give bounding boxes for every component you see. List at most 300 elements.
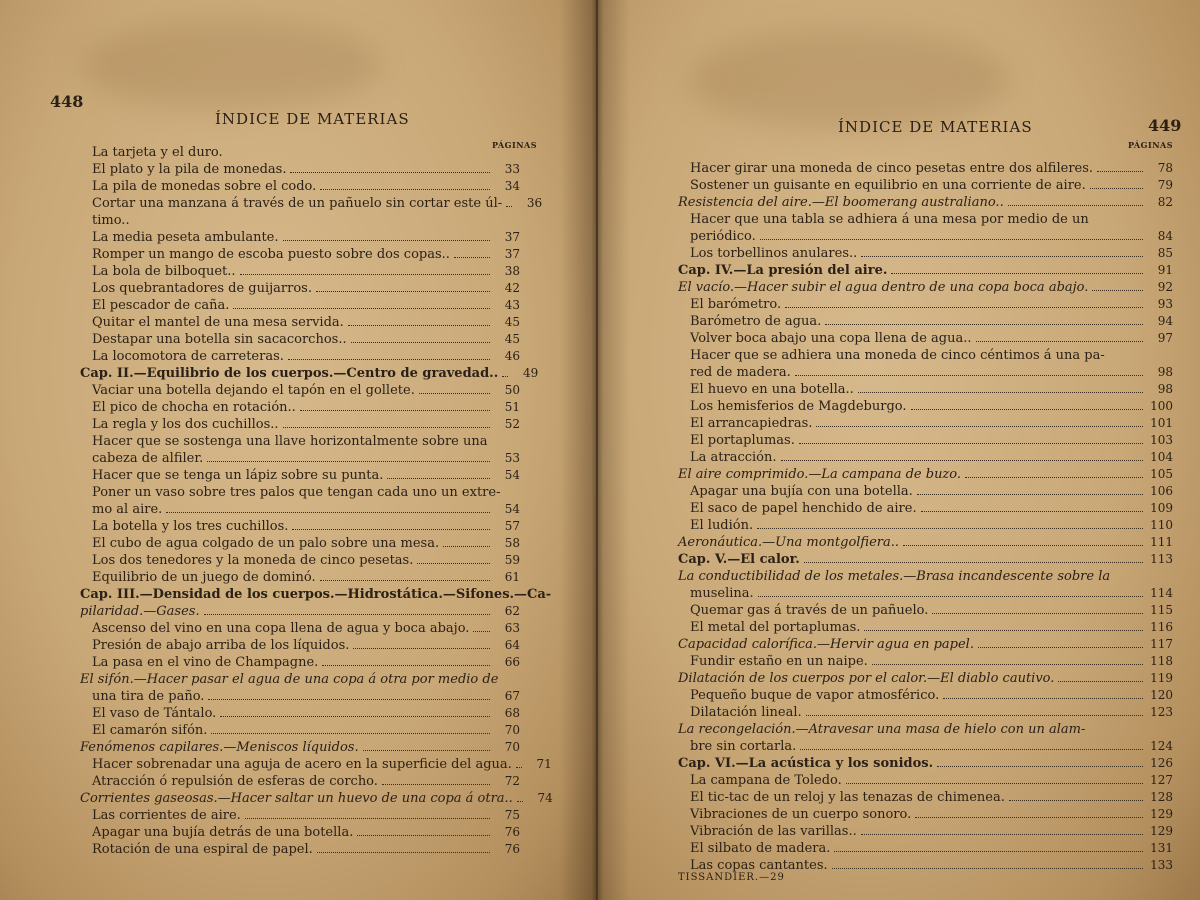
leader-dots [290,171,490,173]
leader-dots [1097,170,1143,172]
index-entry [80,603,520,620]
index-entry [678,619,1173,636]
entry-title: El saco de papel henchido de aire. [690,501,917,516]
leader-dots [861,833,1143,835]
entry-page-number: 129 [1150,807,1173,821]
index-entry [678,585,1173,602]
leader-dots [804,561,1143,563]
entry-title: El huevo en una botella.. [690,382,854,397]
index-entry [678,755,1173,772]
leader-dots [504,495,510,496]
leader-dots [834,850,1143,852]
entry-page-number: 59 [504,553,520,567]
index-entry [80,467,520,484]
index-entry [678,789,1173,806]
leader-dots [825,323,1143,325]
entry-page-number: 131 [1150,841,1173,855]
right-page-number: 449 [1148,116,1182,135]
entry-page-number: 106 [1150,484,1173,498]
right-page [598,0,1200,900]
entry-title: El pescador de caña. [92,298,230,313]
index-entry [678,330,1173,347]
entry-page-number: 120 [1150,688,1173,702]
entry-title: La atracción. [690,450,777,465]
leader-dots [800,748,1143,750]
entry-title: Destapar una botella sin sacacorchos.. [92,332,347,347]
entry-page-number: 61 [504,570,520,584]
entry-title: La tarjeta y el duro. [92,145,223,160]
entry-page-number: 33 [504,162,520,176]
index-entry [678,636,1173,653]
entry-title: El vacío.—Hacer subir el agua dentro de una copa boca abajo. [678,280,1089,295]
entry-title: Hacer sobrenadar una aguja de acero en la superficie del agua. [92,757,512,772]
index-entry [80,144,520,161]
entry-page-number: 116 [1150,620,1173,634]
entry-title: Sostener un guisante en equilibrio en una corriente de aire. [690,178,1086,193]
entry-page-number: 70 [504,740,520,754]
index-entry [678,432,1173,449]
index-entry [678,551,1173,568]
entry-title: El sifón.—Hacer pasar el agua de una copa á otra por medio de [80,672,499,687]
entry-title: periódico. [690,229,756,244]
entry-page-number: 45 [504,332,520,346]
index-entry [80,263,520,280]
index-entry [80,586,552,603]
entry-title: Quemar gas á través de un pañuelo. [690,603,929,618]
index-entry [80,824,520,841]
entry-page-number: 92 [1157,280,1173,294]
entry-title: Los dos tenedores y la moneda de cinco pesetas. [92,553,414,568]
leader-dots [517,800,523,802]
entry-title: Equilibrio de un juego de dominó. [92,570,316,585]
index-entry [678,211,1173,228]
index-entry [678,721,1173,738]
entry-page-number: 98 [1157,382,1173,396]
entry-page-number: 123 [1150,705,1173,719]
leader-dots [872,663,1143,665]
leader-dots [443,545,490,547]
entry-page-number: 36 [526,196,543,210]
leader-dots [785,306,1143,308]
entry-page-number: 109 [1150,501,1173,515]
entry-title: Cap. IV.—La presión del aire. [678,263,888,278]
right-entry-list [678,160,1173,874]
entry-title: Aeronáutica.—Una montgolfiera.. [678,535,900,550]
entry-title: Cortar una manzana á través de un pañuelo sin cortar este úl- [92,196,503,211]
index-entry [80,620,520,637]
entry-page-number: 124 [1150,739,1173,753]
entry-page-number: 37 [504,230,520,244]
entry-title: La pasa en el vino de Champagne. [92,655,319,670]
index-entry [678,772,1173,789]
entry-title: red de madera. [690,365,791,380]
entry-title: La campana de Toledo. [690,773,842,788]
entry-title: Dilatación de los cuerpos por el calor.—El diablo cautivo. [678,671,1055,686]
entry-title: El cubo de agua colgado de un palo sobre una mesa. [92,536,440,551]
entry-page-number: 98 [1157,365,1173,379]
entry-page-number: 104 [1150,450,1173,464]
entry-page-number: 43 [504,298,520,312]
entry-title: El portaplumas. [690,433,795,448]
entry-page-number: 37 [504,247,520,261]
entry-title: timo.. [92,213,130,228]
entry-page-number: 71 [536,757,552,771]
leader-dots [492,444,498,445]
leader-dots [1114,579,1143,580]
index-entry [80,331,520,348]
index-entry [80,552,520,569]
entry-title: La botella y los tres cuchillos. [92,519,289,534]
entry-title: Las copas cantantes. [690,858,828,873]
index-entry [678,823,1173,840]
index-entry [678,483,1173,500]
index-entry [80,399,520,416]
leader-dots [211,732,490,734]
printer-signature: TISSANDIER.—29 [678,872,785,883]
index-entry [80,450,520,467]
entry-page-number: 42 [504,281,520,295]
index-entry [80,246,520,263]
leader-dots [502,375,508,377]
index-entry [80,705,520,722]
entry-page-number: 110 [1150,518,1173,532]
entry-title: Fundir estaño en un naipe. [690,654,868,669]
index-entry [678,228,1173,245]
leader-dots [245,817,490,819]
left-page [0,0,598,900]
index-entry [678,296,1173,313]
entry-title: La regla y los dos cuchillos.. [92,417,279,432]
index-entry [80,178,520,195]
index-entry [678,704,1173,721]
leader-dots [417,562,490,564]
entry-title: Los torbellinos anulares.. [690,246,858,261]
leader-dots [233,307,490,309]
entry-title: El aire comprimido.—La campana de buzo. [678,467,962,482]
leader-dots [316,290,490,292]
leader-dots [502,682,508,683]
leader-dots [283,426,490,428]
leader-dots [1008,204,1143,206]
right-page-header: ÍNDICE DE MATERIAS [838,118,1033,136]
index-entry [678,653,1173,670]
leader-dots [1109,358,1143,359]
leader-dots [473,630,490,632]
leader-dots [1090,187,1143,189]
entry-title: Apagar una bujía con una botella. [690,484,913,499]
leader-dots [288,358,490,360]
index-entry [80,569,520,586]
left-page-number: 448 [50,92,84,111]
entry-title: El plato y la pila de monedas. [92,162,287,177]
entry-page-number: 62 [504,604,520,618]
index-entry [678,670,1173,687]
index-entry [80,297,520,314]
index-entry [678,177,1173,194]
index-entry [80,280,520,297]
leader-dots [348,324,490,326]
leader-dots [921,510,1143,512]
index-entry [678,279,1173,296]
entry-page-number: 84 [1157,229,1173,243]
entry-page-number: 97 [1157,331,1173,345]
entry-page-number: 76 [504,825,520,839]
index-entry [80,637,520,654]
entry-title: La pila de monedas sobre el codo. [92,179,317,194]
leader-dots [240,273,490,275]
entry-title: Volver boca abajo una copa llena de agua.. [690,331,972,346]
leader-dots [781,459,1143,461]
entry-title: Ascenso del vino en una copa llena de agua y boca abajo. [92,621,470,636]
entry-page-number: 51 [504,400,520,414]
index-entry [80,433,520,450]
entry-page-number: 50 [504,383,520,397]
index-entry [678,568,1173,585]
entry-title: Pequeño buque de vapor atmosférico. [690,688,940,703]
entry-title: Corrientes gaseosas.—Hacer saltar un huevo de una copa á otra.. [80,791,513,806]
left-page-header: ÍNDICE DE MATERIAS [215,110,410,128]
index-entry [678,364,1173,381]
leader-dots [208,698,490,700]
entry-title: Poner un vaso sobre tres palos que tengan cada uno un extre- [92,485,501,500]
entry-title: El barómetro. [690,297,782,312]
leader-dots [978,646,1143,648]
index-entry [678,415,1173,432]
leader-dots [320,579,490,581]
entry-title: Hacer que se tenga un lápiz sobre su punta. [92,468,384,483]
leader-dots [1092,289,1143,291]
entry-title: Presión de abajo arriba de los líquidos. [92,638,350,653]
entry-title: Barómetro de agua. [690,314,822,329]
entry-page-number: 129 [1150,824,1173,838]
entry-page-number: 66 [504,655,520,669]
entry-title: pilaridad.—Gases. [80,604,200,619]
index-entry [678,381,1173,398]
leader-dots [322,664,490,666]
index-entry [80,688,520,705]
leader-dots [454,256,490,258]
entry-page-number: 117 [1150,637,1173,651]
leader-dots [1009,799,1143,801]
index-entry [80,790,553,807]
entry-title: Rotación de una espiral de papel. [92,842,313,857]
leader-dots [166,511,490,513]
index-entry [678,466,1173,483]
entry-title: Apagar una bujía detrás de una botella. [92,825,354,840]
entry-page-number: 85 [1157,246,1173,260]
entry-title: El tic-tac de un reloj y las tenazas de chimenea. [690,790,1005,805]
entry-title: La media peseta ambulante. [92,230,279,245]
entry-page-number: 119 [1150,671,1173,685]
entry-page-number: 74 [537,791,553,805]
entry-page-number: 126 [1150,756,1173,770]
leader-dots [757,527,1143,529]
entry-title: El metal del portaplumas. [690,620,861,635]
entry-title: Cap. V.—El calor. [678,552,800,567]
entry-page-number: 111 [1150,535,1173,549]
leader-dots [555,597,561,598]
entry-page-number: 57 [504,519,520,533]
index-entry [80,382,520,399]
index-entry [80,518,520,535]
entry-page-number: 75 [504,808,520,822]
leader-dots [207,460,490,462]
leader-dots [932,612,1143,614]
entry-page-number: 128 [1150,790,1173,804]
index-entry [678,347,1173,364]
index-entry [80,501,520,518]
leader-dots [965,476,1143,478]
index-entry [678,500,1173,517]
entry-title: El camarón sifón. [92,723,208,738]
leader-dots [506,205,512,207]
entry-page-number: 76 [504,842,520,856]
entry-page-number: 46 [504,349,520,363]
entry-page-number: 114 [1150,586,1173,600]
index-entry [80,195,543,212]
leader-dots [760,238,1143,240]
index-entry [678,602,1173,619]
entry-title: muselina. [690,586,754,601]
leader-dots [357,834,490,836]
index-entry [678,313,1173,330]
entry-page-number: 113 [1150,552,1173,566]
entry-title: Atracción ó repulsión de esferas de corcho. [92,774,378,789]
leader-dots [858,391,1143,393]
entry-title: Cap. VI.—La acústica y los sonidos. [678,756,934,771]
leader-dots [320,188,490,190]
entry-title: El arrancapiedras. [690,416,813,431]
entry-page-number: 91 [1157,263,1173,277]
index-entry [678,687,1173,704]
leader-dots [903,544,1143,546]
entry-title: Cap. III.—Densidad de los cuerpos.—Hidrostática.—Sifones.—Ca- [80,587,552,602]
entry-page-number: 54 [504,502,520,516]
index-entry [678,738,1173,755]
entry-title: Vibración de las varillas.. [690,824,857,839]
entry-page-number: 52 [504,417,520,431]
index-entry [678,806,1173,823]
index-entry [80,229,520,246]
index-entry [80,654,520,671]
index-entry [678,449,1173,466]
entry-page-number: 70 [504,723,520,737]
leader-dots [846,782,1143,784]
entry-title: mo al aire. [92,502,163,517]
entry-title: La locomotora de carreteras. [92,349,284,364]
entry-page-number: 72 [504,774,520,788]
entry-page-number: 53 [504,451,520,465]
index-entry [80,314,520,331]
leader-dots [317,851,490,853]
entry-title: Dilatación lineal. [690,705,802,720]
leader-dots [799,442,1143,444]
leader-dots [134,223,490,224]
entry-page-number: 93 [1157,297,1173,311]
leader-dots [204,613,490,615]
leader-dots [387,477,490,479]
leader-dots [832,867,1143,869]
index-entry [80,773,520,790]
paper-stain [688,30,1008,130]
leader-dots [915,816,1143,818]
entry-title: Hacer que se sostenga una llave horizontalmente sobre una [92,434,488,449]
entry-title: Hacer que se adhiera una moneda de cinco céntimos á una pa- [690,348,1105,363]
entry-title: La recongelación.—Atravesar una masa de hielo con un alam- [678,722,1086,737]
index-entry [678,398,1173,415]
entry-title: El ludión. [690,518,754,533]
leader-dots [516,766,522,768]
index-entry [80,365,539,382]
index-entry [80,212,520,229]
entry-page-number: 94 [1157,314,1173,328]
entry-title: Cap. II.—Equilibrio de los cuerpos.—Centro de gravedad.. [80,366,499,381]
leader-dots [1089,732,1143,733]
entry-page-number: 127 [1150,773,1173,787]
entry-title: El pico de chocha en rotación.. [92,400,296,415]
entry-page-number: 38 [504,264,520,278]
left-column-header: PÁGINAS [492,140,538,150]
paper-stain [80,20,380,110]
leader-dots [283,239,491,241]
entry-page-number: 45 [504,315,520,329]
index-entry [80,484,520,501]
leader-dots [300,409,490,411]
leader-dots [891,272,1143,274]
entry-page-number: 64 [504,638,520,652]
entry-title: Capacidad calorífica.—Hervir agua en papel. [678,637,974,652]
entry-page-number: 101 [1150,416,1173,430]
index-entry [80,416,520,433]
entry-page-number: 54 [504,468,520,482]
index-entry [80,756,552,773]
index-entry [80,671,520,688]
entry-page-number: 79 [1157,178,1173,192]
entry-title: una tira de paño. [92,689,205,704]
entry-page-number: 67 [504,689,520,703]
entry-page-number: 82 [1157,195,1173,209]
index-entry [678,534,1173,551]
entry-title: Fenómenos capilares.—Meniscos líquidos. [80,740,359,755]
leader-dots [227,155,490,156]
leader-dots [363,749,490,751]
entry-page-number: 103 [1150,433,1173,447]
leader-dots [943,697,1143,699]
leader-dots [917,493,1143,495]
leader-dots [351,341,490,343]
leader-dots [1093,222,1143,223]
entry-title: cabeza de alfiler. [92,451,204,466]
entry-page-number: 63 [504,621,520,635]
entry-title: Quitar el mantel de una mesa servida. [92,315,344,330]
index-entry [80,841,520,858]
entry-title: Las corrientes de aire. [92,808,241,823]
entry-title: Hacer girar una moneda de cinco pesetas entre dos alfileres. [690,161,1094,176]
entry-page-number: 49 [522,366,539,380]
entry-page-number: 100 [1150,399,1173,413]
entry-title: Resistencia del aire.—El boomerang australiano.. [678,195,1004,210]
entry-page-number: 118 [1150,654,1173,668]
entry-page-number: 133 [1150,858,1173,872]
index-entry [80,807,520,824]
index-entry [678,245,1173,262]
index-entry [80,348,520,365]
leader-dots [220,715,490,717]
entry-title: El silbato de madera. [690,841,831,856]
entry-page-number: 68 [504,706,520,720]
leader-dots [937,765,1143,767]
leader-dots [911,408,1144,410]
